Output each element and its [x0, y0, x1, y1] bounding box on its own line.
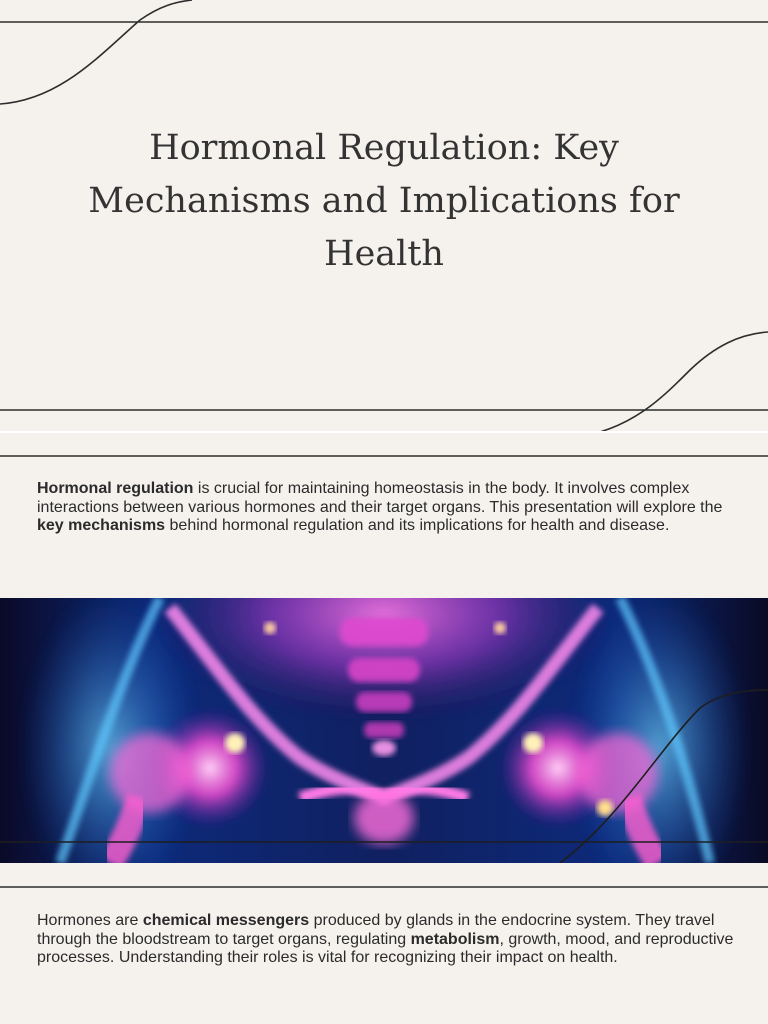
body-bold-2: metabolism	[410, 930, 500, 948]
intro-text-2: behind hormonal regulation and its implications for health and disease.	[165, 517, 670, 534]
body-text-0: Hormones are	[37, 912, 143, 929]
intro-bold-1: Hormonal regulation	[37, 480, 194, 497]
pelvis-xray-image	[0, 598, 768, 863]
intro-text-1: is crucial for maintaining homeostasis in the body. It involves complex interactions between various hormones and their target organs. This presentation will explore the	[37, 480, 723, 516]
body-paragraph	[37, 912, 737, 968]
body-text-1: produced by glands in the endocrine system. They travel through the bloodstream to target organs, regulating	[37, 912, 715, 948]
bottom-right-curve	[600, 332, 768, 432]
intro-bold-2: key mechanisms	[37, 517, 166, 534]
page-title: Hormonal Regulation: Key Mechanisms and Implications for Health	[88, 128, 680, 274]
top-left-curve	[0, 0, 192, 104]
intro-paragraph	[37, 480, 737, 536]
body-bold-1: chemical messengers	[142, 912, 310, 929]
body-text-2: , growth, mood, and reproductive processes. Understanding their roles is vital for recognizing their impact on health.	[37, 930, 734, 966]
